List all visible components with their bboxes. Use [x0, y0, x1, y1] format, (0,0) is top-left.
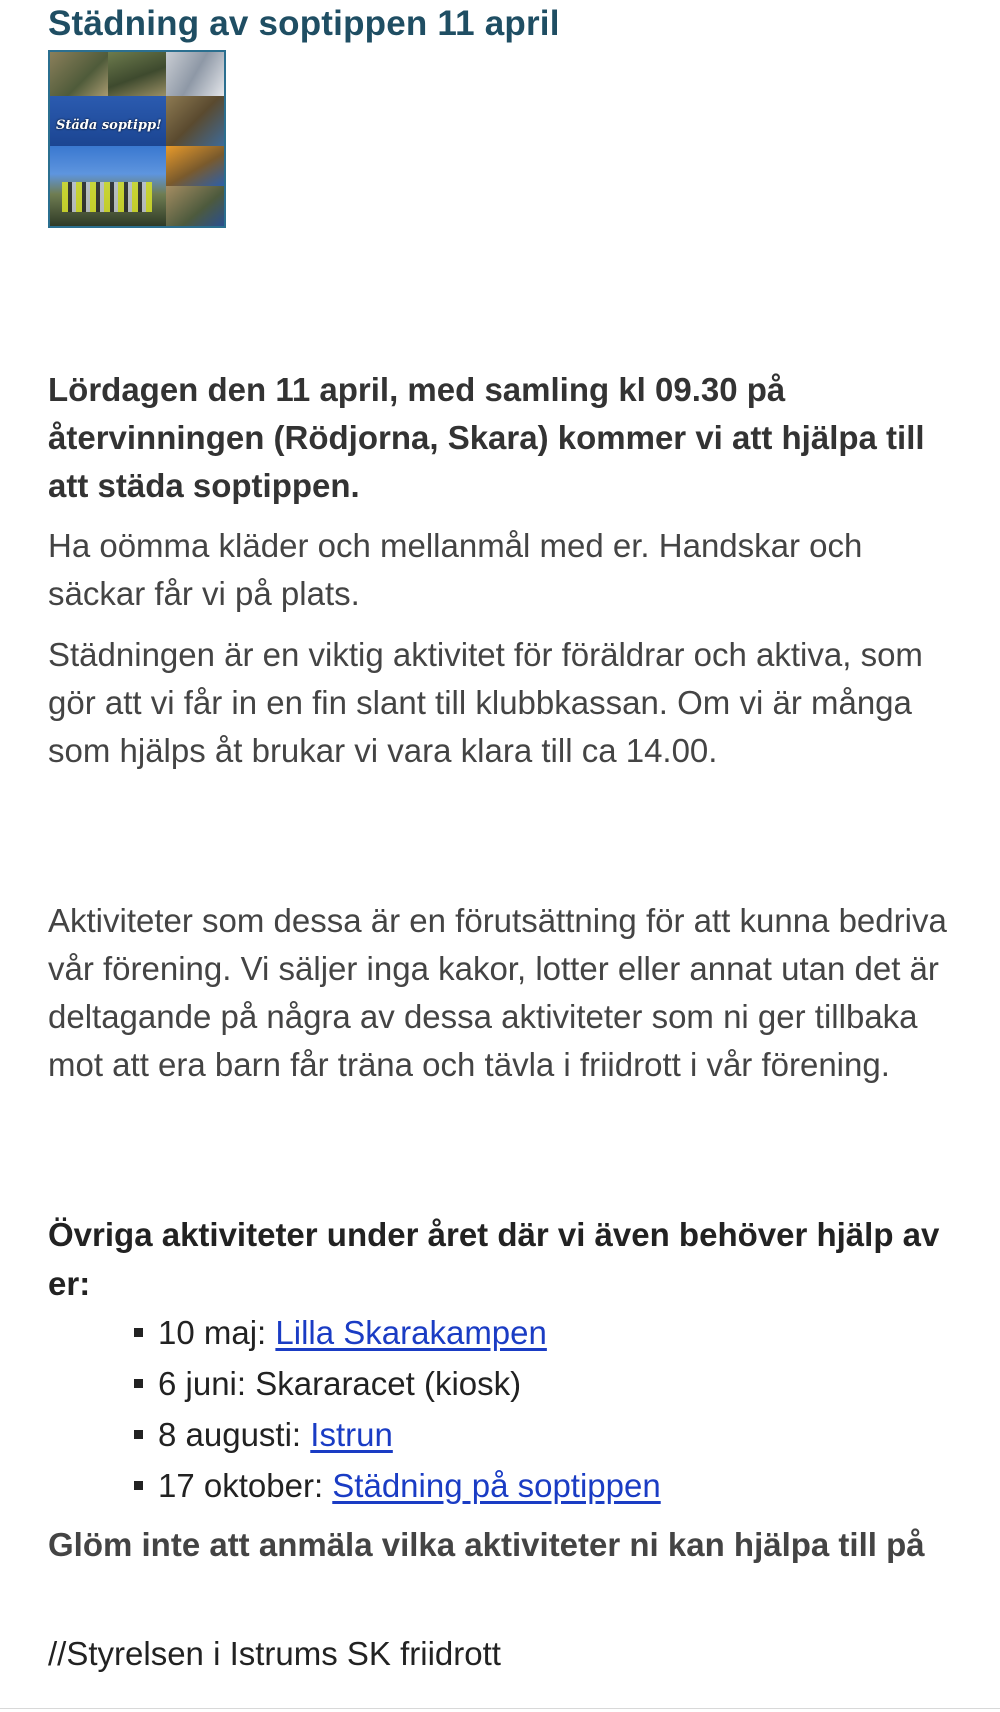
other-activities-heading: Övriga aktiviteter under året där vi även behöver hjälp av er: [48, 1216, 940, 1302]
collage-tile-bags [166, 52, 224, 96]
list-item [134, 1460, 661, 1511]
lead-paragraph: Lördagen den 11 april, med samling kl 09.30 på återvinningen (Rödjorna, Skara) kommer vi att hjälpa till att städa soptippen. [48, 371, 925, 504]
activity-date: 6 juni: [158, 1365, 256, 1402]
body-paragraph: Aktiviteter som dessa är en förutsättning för att kunna bedriva vår förening. Vi säljer inga kakor, lotter eller annat utan det är deltagande på några av dessa aktiviteter som ni ger tillbaka mot att era barn får träna och tävla i friidrott i vår förening. [48, 902, 947, 1083]
bullet-icon [134, 1430, 143, 1439]
event-collage-image[interactable] [48, 50, 226, 228]
body-paragraph: Städningen är en viktig aktivitet för föräldrar och aktiva, som gör att vi får in en fin slant till klubbkassan. Om vi är många som hjälps åt brukar vi vara klara till ca 14.00. [48, 636, 923, 769]
bullet-icon [134, 1379, 143, 1388]
activity-link-istrun[interactable]: Istrun [310, 1416, 393, 1453]
collage-tile-autumn [166, 146, 224, 186]
activity-date: 10 maj: [158, 1314, 276, 1351]
list-item [134, 1409, 661, 1460]
activity-list [134, 1307, 661, 1511]
collage-tile-volunteers [166, 96, 224, 146]
bullet-icon [134, 1328, 143, 1337]
list-item [134, 1307, 661, 1358]
collage-tile-ground [108, 52, 166, 96]
collage-tile-debris [50, 52, 108, 96]
activity-date: 17 oktober: [158, 1467, 333, 1504]
page-title: Städning av soptippen 11 april [48, 4, 560, 43]
activity-link-stadning[interactable]: Städning på soptippen [332, 1467, 661, 1504]
signature: //Styrelsen i Istrums SK friidrott [48, 1635, 501, 1672]
body-paragraph: Ha oömma kläder och mellanmål med er. Handskar och säckar får vi på plats. [48, 527, 863, 612]
list-item [134, 1358, 661, 1409]
collage-tile-cleanup [166, 186, 224, 226]
activity-link-lilla-skarakampen[interactable]: Lilla Skarakampen [275, 1314, 547, 1351]
collage-people [62, 182, 152, 212]
activity-text: Skararacet (kiosk) [255, 1365, 522, 1402]
bullet-icon [134, 1481, 143, 1490]
activity-date: 8 augusti: [158, 1416, 311, 1453]
reminder-text: Glöm inte att anmäla vilka aktiviteter ni kan hjälpa till på [48, 1526, 925, 1563]
divider [0, 1708, 1000, 1709]
collage-banner-text: Städa soptipp! [56, 118, 162, 133]
